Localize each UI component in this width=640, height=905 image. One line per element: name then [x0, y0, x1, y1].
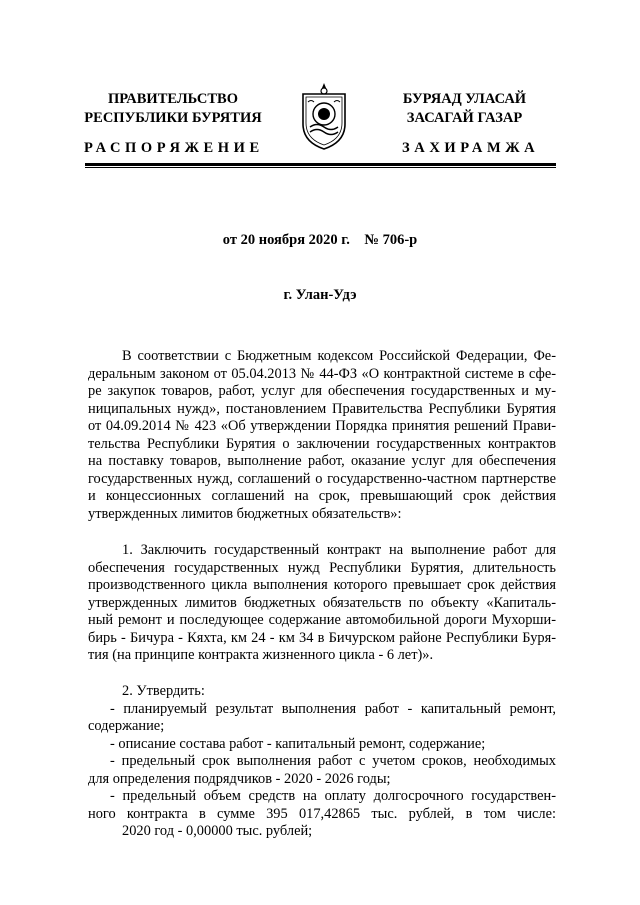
document-city: г. Улан-Удэ — [283, 287, 357, 303]
header-divider-thick — [85, 163, 556, 166]
text-line: для определения подрядчиков - 2020 - 2026 годы; — [88, 770, 391, 787]
issuer-line: БУРЯАД УЛАСАЙ — [402, 91, 527, 107]
text-line: и концессионных соглашений на срок, превышающий срок действия — [88, 488, 556, 504]
text-line: ре закупок товаров, работ, услуг для обеспечения государственных и му- — [88, 383, 556, 399]
text-line: утвержденных лимитов бюджетных обязательств по объекту «Капиталь- — [88, 594, 556, 611]
text-line: на поставку товаров, выполнение работ, оказание услуг для обеспечения — [88, 453, 556, 469]
text-line: бирь - Бичура - Кяхта, км 24 - км 34 в Бичурском районе Республики Буря- — [88, 629, 556, 646]
text-line: 2. Утвердить: — [122, 683, 205, 699]
text-line: от 04.09.2014 № 423 «Об утверждении Порядка принятия решений Прави- — [88, 418, 556, 434]
header-divider-thin — [85, 167, 556, 168]
text-line: 1. Заключить государственный контракт на выполнение работ для — [122, 542, 556, 558]
text-line: обеспечения государственных нужд Республики Бурятия, длительность — [88, 559, 556, 576]
issuer-name-buryat — [372, 90, 557, 128]
document-date-number: от 20 ноября 2020 г. № 706-р — [222, 232, 418, 248]
coat-of-arms-icon — [297, 80, 351, 152]
issuer-line: ПРАВИТЕЛЬСТВО — [108, 91, 238, 107]
text-line: - предельный объем средств на оплату долгосрочного государствен- — [110, 788, 556, 804]
issuer-name-russian — [58, 90, 288, 128]
text-line: 2020 год - 0,00000 тыс. рублей; — [122, 823, 313, 839]
text-line: ный ремонт и последующее содержание автомобильной дороги Мухорши- — [88, 612, 556, 628]
text-line: - описание состава работ - капитальный ремонт, содержание; — [110, 735, 486, 752]
preamble-paragraph — [88, 348, 556, 523]
text-line: - планируемый результат выполнения работ - капитальный ремонт, — [110, 700, 556, 717]
text-line: государственных нужд, соглашений о государственно-частном партнерстве — [88, 470, 556, 487]
text-line: тия (на принципе контракта жизненного цикла - 6 лет)». — [88, 647, 434, 663]
item-1-paragraph — [88, 542, 556, 665]
text-line: утвержденных лимитов бюджетных обязательств»: — [88, 505, 402, 522]
text-line: ниципальных нужд», постановлением Правительства Республики Бурятия — [88, 400, 556, 417]
document-type-russian: РАСПОРЯЖЕНИЕ — [84, 140, 264, 156]
text-line: производственного цикла выполнения которого превышает срок действия — [88, 577, 556, 593]
text-line: деральным законом от 05.04.2013 № 44-ФЗ «О контрактной системе в сфе- — [88, 365, 556, 382]
text-line: - предельный срок выполнения работ с учетом сроков, необходимых — [110, 753, 556, 769]
issuer-line: ЗАСАГАЙ ГАЗАР — [406, 110, 523, 126]
item-2-paragraph — [88, 683, 556, 841]
text-line: ного контракта в сумме 395 017,42865 тыс. рублей, в том числе: — [88, 805, 556, 822]
document-type-buryat: ЗАХИРАМЖА — [402, 140, 540, 156]
text-line: содержание; — [88, 718, 165, 734]
text-line: В соответствии с Бюджетным кодексом Российской Федерации, Фе- — [122, 348, 556, 364]
text-line: тельства Республики Бурятия о заключении государственных контрактов — [88, 435, 556, 452]
issuer-line: РЕСПУБЛИКИ БУРЯТИЯ — [84, 110, 262, 126]
